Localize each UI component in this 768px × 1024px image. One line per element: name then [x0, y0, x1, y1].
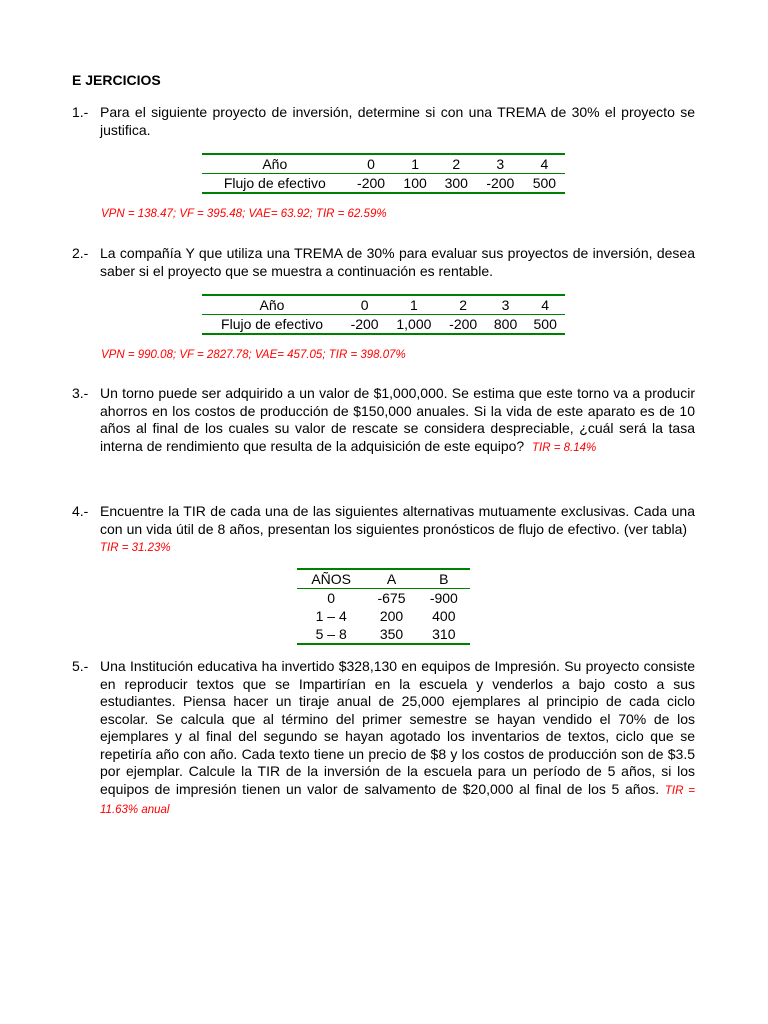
table-header-cell: A [365, 569, 417, 589]
table-cell: -200 [348, 174, 395, 194]
table-row [202, 315, 565, 335]
exercise-number: 1.- [72, 104, 89, 120]
exercise-5 [72, 658, 695, 820]
table-cell: 500 [524, 174, 565, 194]
table-header-cell: 1 [395, 154, 436, 174]
table-header-cell: 2 [436, 154, 477, 174]
exercise-text [100, 503, 695, 558]
table-cell: 300 [436, 174, 477, 194]
table-cell: 310 [418, 625, 470, 644]
exercise-text [100, 658, 695, 820]
table-header-cell: Año [202, 154, 348, 174]
table-header-cell: 2 [441, 295, 486, 315]
table-cell: Flujo de efectivo [202, 315, 342, 335]
table-cell: 500 [525, 315, 565, 335]
table-cell: -900 [429, 590, 458, 606]
table-header-cell: Año [202, 295, 342, 315]
table-header-cell: 3 [477, 154, 524, 174]
table-row [297, 607, 470, 625]
table-header-cell: 0 [342, 295, 387, 315]
table-row [202, 174, 565, 194]
exercise-number: 4.- [72, 503, 89, 519]
table-cell: -200 [441, 315, 486, 335]
exercise-2 [72, 245, 695, 280]
table-cell: 200 [379, 608, 404, 624]
table-header-cell: 0 [348, 154, 395, 174]
exercise-text [100, 385, 695, 457]
table-header-cell: 4 [524, 154, 565, 174]
exercise-4 [72, 503, 695, 558]
answer-5: TIR = 11.63% anual [100, 784, 696, 816]
table-cell: 100 [395, 174, 436, 194]
table-header-cell: AÑOS [297, 569, 365, 589]
table-cell: Flujo de efectivo [202, 174, 348, 194]
table-cell: -675 [377, 590, 406, 606]
exercise-text: La compañía Y que utiliza una TREMA de 30% para evaluar sus proyectos de inversión, desea saber si el proyecto que se muestra a continuación es rentable. [100, 245, 695, 279]
table-row [297, 589, 470, 608]
table-header-row [202, 154, 565, 174]
table-header-cell: B [418, 569, 470, 589]
exercise-text: Para el siguiente proyecto de inversión, determine si con una TREMA de 30% el proyecto se justifica. [100, 104, 695, 138]
table-cell: 1 – 4 [315, 608, 347, 624]
table-cell: 0 [327, 590, 336, 606]
table-header-row [202, 295, 565, 315]
table-cell: -200 [342, 315, 387, 335]
page-title: E JERCICIOS [72, 72, 161, 88]
answer-2: VPN = 990.08; VF = 2827.78; VAE= 457.05; TIR = 398.07% [101, 349, 406, 361]
table-cell: 5 – 8 [297, 625, 365, 644]
exercise-1 [72, 104, 695, 139]
exercise-body: Una Institución educativa ha invertido $328,130 en equipos de Impresión. Su proyecto consiste en reproducir textos que se Impartirían en la escuela y venderlos a bajo costo a sus estudiantes. Piensa hacer un tiraje anual de 25,000 ejemplares al principio de cada ciclo escolar. Se calcula que al término del primer semestre se hayan vendido el 70% de los ejemplares y al final del segundo se hayan agotado los inventarios de textos, ciclo que se repetiría año con año. Cada texto tiene un precio de $8 y los costos de producción son de $3.5 por ejemplar. Calcule la TIR de la inversión de la escuela para un período de 5 años, si los equipos de impresión tienen un valor de salvamento de $20,000 al final de los 5 años. [100, 658, 695, 797]
exercise-number: 5.- [72, 658, 89, 674]
cashflow-table-1 [202, 153, 565, 194]
table-header-cell: 3 [486, 295, 526, 315]
exercise-number: 2.- [72, 245, 89, 261]
table-cell: -200 [477, 174, 524, 194]
table-header-row [297, 569, 470, 589]
table-header-cell: 4 [525, 295, 565, 315]
cashflow-table-2 [202, 294, 565, 335]
table-cell: 800 [486, 315, 526, 335]
table-cell: 350 [365, 625, 417, 644]
answer-4: TIR = 31.23% [100, 542, 171, 554]
table-row [297, 625, 470, 644]
answer-1: VPN = 138.47; VF = 395.48; VAE= 63.92; TIR = 62.59% [101, 208, 387, 220]
table-cell: 400 [432, 608, 456, 624]
alternatives-table [297, 568, 470, 645]
exercise-body: Encuentre la TIR de cada una de las siguientes alternativas mutuamente exclusivas. Cada una con un vida útil de 8 años, presentan los siguientes pronósticos de flujo de efectivo. (ver tabla) [100, 503, 695, 537]
exercise-number: 3.- [72, 385, 89, 401]
exercise-body: Un torno puede ser adquirido a un valor de $1,000,000. Se estima que este torno va a producir ahorros en los costos de producción de $150,000 anuales. Si la vida de este aparato es de 10 años al final de los cuales su valor de rescate se considera despreciable, ¿cuál será la tasa interna de rendimiento que resulta de la adquisición de este equipo? [100, 385, 695, 454]
answer-3: TIR = 8.14% [531, 441, 597, 454]
table-cell: 1,000 [387, 315, 440, 335]
table-header-cell: 1 [387, 295, 440, 315]
exercise-3 [72, 385, 695, 457]
